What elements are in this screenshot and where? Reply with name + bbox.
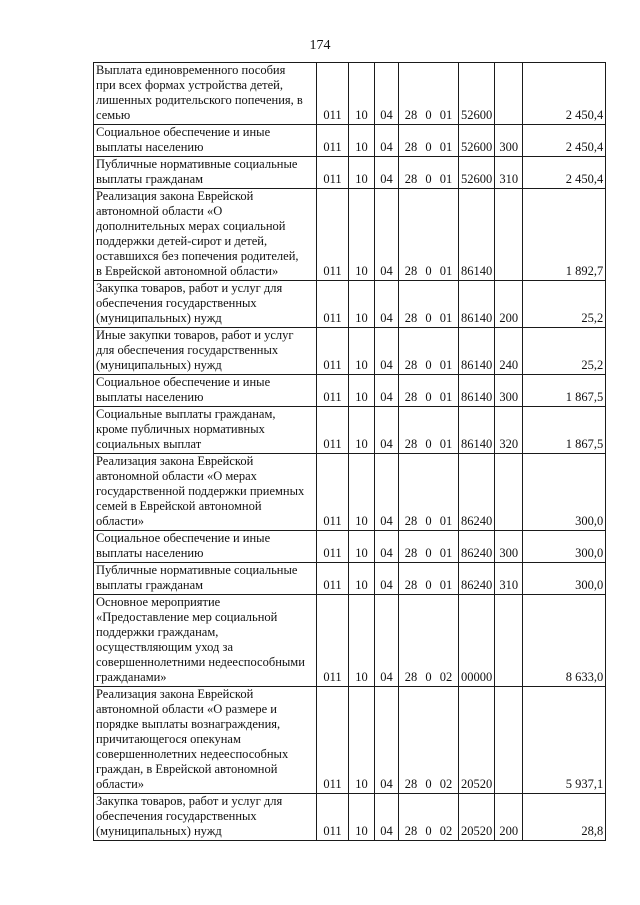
subsection-code: 04	[375, 189, 399, 281]
direction-code: 86240	[459, 531, 495, 563]
ministry-code: 011	[317, 375, 349, 407]
amount-value: 5 937,1	[523, 687, 606, 794]
ministry-code: 011	[317, 328, 349, 375]
row-description: Социальное обеспечение и иные выплаты населению	[94, 531, 317, 563]
amount-value: 28,8	[523, 794, 606, 841]
direction-code: 86140	[459, 281, 495, 328]
amount-value: 300,0	[523, 531, 606, 563]
subsection-code: 04	[375, 63, 399, 125]
target-article-code: 28 0 02	[399, 794, 459, 841]
row-description: Реализация закона Еврейской автономной области «О размере и порядке выплаты вознаграждения, причитающегося опекунам совершеннолетних недееспособных граждан, в Еврейской автономной области»	[94, 687, 317, 794]
expense-type-code: 240	[495, 328, 523, 375]
target-article-code: 28 0 01	[399, 63, 459, 125]
subsection-code: 04	[375, 595, 399, 687]
amount-value: 300,0	[523, 454, 606, 531]
row-description: Социальное обеспечение и иные выплаты населению	[94, 375, 317, 407]
subsection-code: 04	[375, 563, 399, 595]
ministry-code: 011	[317, 157, 349, 189]
amount-value: 25,2	[523, 328, 606, 375]
table-row	[94, 563, 606, 595]
section-code: 10	[349, 794, 375, 841]
target-article-code: 28 0 01	[399, 531, 459, 563]
target-article-code: 28 0 01	[399, 328, 459, 375]
table-row	[94, 375, 606, 407]
amount-value: 2 450,4	[523, 63, 606, 125]
table-row	[94, 189, 606, 281]
target-article-code: 28 0 01	[399, 157, 459, 189]
table-row	[94, 794, 606, 841]
row-description: Основное мероприятие «Предоставление мер социальной поддержки гражданам, осуществляющим уход за совершеннолетними недееспособными гражданами»	[94, 595, 317, 687]
section-code: 10	[349, 189, 375, 281]
amount-value: 1 867,5	[523, 375, 606, 407]
section-code: 10	[349, 454, 375, 531]
expense-type-code	[495, 687, 523, 794]
table-row	[94, 531, 606, 563]
expense-type-code: 310	[495, 157, 523, 189]
row-description: Социальное обеспечение и иные выплаты населению	[94, 125, 317, 157]
direction-code: 52600	[459, 63, 495, 125]
direction-code: 86240	[459, 563, 495, 595]
target-article-code: 28 0 01	[399, 375, 459, 407]
direction-code: 86140	[459, 375, 495, 407]
table-row	[94, 328, 606, 375]
row-description: Реализация закона Еврейской автономной области «О дополнительных мерах социальной поддержки детей-сирот и детей, оставшихся без попечения родителей, в Еврейской автономной области»	[94, 189, 317, 281]
subsection-code: 04	[375, 157, 399, 189]
expense-type-code: 300	[495, 531, 523, 563]
target-article-code: 28 0 01	[399, 125, 459, 157]
section-code: 10	[349, 375, 375, 407]
ministry-code: 011	[317, 125, 349, 157]
row-description: Иные закупки товаров, работ и услуг для обеспечения государственных (муниципальных) нужд	[94, 328, 317, 375]
ministry-code: 011	[317, 595, 349, 687]
section-code: 10	[349, 687, 375, 794]
section-code: 10	[349, 595, 375, 687]
direction-code: 00000	[459, 595, 495, 687]
target-article-code: 28 0 01	[399, 189, 459, 281]
subsection-code: 04	[375, 328, 399, 375]
direction-code: 20520	[459, 687, 495, 794]
target-article-code: 28 0 01	[399, 454, 459, 531]
row-description: Социальные выплаты гражданам, кроме публичных нормативных социальных выплат	[94, 407, 317, 454]
amount-value: 1 867,5	[523, 407, 606, 454]
direction-code: 86140	[459, 328, 495, 375]
table-row	[94, 595, 606, 687]
section-code: 10	[349, 125, 375, 157]
ministry-code: 011	[317, 794, 349, 841]
section-code: 10	[349, 281, 375, 328]
row-description: Закупка товаров, работ и услуг для обеспечения государственных (муниципальных) нужд	[94, 281, 317, 328]
expense-type-code: 300	[495, 375, 523, 407]
budget-table	[93, 62, 606, 841]
direction-code: 86240	[459, 454, 495, 531]
ministry-code: 011	[317, 63, 349, 125]
ministry-code: 011	[317, 687, 349, 794]
section-code: 10	[349, 531, 375, 563]
row-description: Выплата единовременного пособия при всех формах устройства детей, лишенных родительского попечения, в семью	[94, 63, 317, 125]
table-row	[94, 454, 606, 531]
row-description: Реализация закона Еврейской автономной области «О мерах государственной поддержки приемных семей в Еврейской автономной области»	[94, 454, 317, 531]
expense-type-code: 310	[495, 563, 523, 595]
section-code: 10	[349, 563, 375, 595]
direction-code: 52600	[459, 157, 495, 189]
amount-value: 1 892,7	[523, 189, 606, 281]
direction-code: 20520	[459, 794, 495, 841]
ministry-code: 011	[317, 531, 349, 563]
amount-value: 8 633,0	[523, 595, 606, 687]
subsection-code: 04	[375, 375, 399, 407]
subsection-code: 04	[375, 125, 399, 157]
ministry-code: 011	[317, 281, 349, 328]
table-row	[94, 407, 606, 454]
target-article-code: 28 0 02	[399, 595, 459, 687]
section-code: 10	[349, 328, 375, 375]
section-code: 10	[349, 407, 375, 454]
expense-type-code: 200	[495, 794, 523, 841]
expense-type-code: 300	[495, 125, 523, 157]
subsection-code: 04	[375, 687, 399, 794]
ministry-code: 011	[317, 407, 349, 454]
ministry-code: 011	[317, 189, 349, 281]
expense-type-code	[495, 63, 523, 125]
page-number: 174	[309, 38, 331, 53]
subsection-code: 04	[375, 531, 399, 563]
section-code: 10	[349, 63, 375, 125]
direction-code: 86140	[459, 407, 495, 454]
amount-value: 300,0	[523, 563, 606, 595]
direction-code: 86140	[459, 189, 495, 281]
expense-type-code	[495, 189, 523, 281]
row-description: Закупка товаров, работ и услуг для обеспечения государственных (муниципальных) нужд	[94, 794, 317, 841]
expense-type-code: 320	[495, 407, 523, 454]
table-row	[94, 281, 606, 328]
target-article-code: 28 0 01	[399, 281, 459, 328]
target-article-code: 28 0 01	[399, 563, 459, 595]
table-row	[94, 157, 606, 189]
target-article-code: 28 0 02	[399, 687, 459, 794]
ministry-code: 011	[317, 454, 349, 531]
direction-code: 52600	[459, 125, 495, 157]
amount-value: 25,2	[523, 281, 606, 328]
table-row	[94, 687, 606, 794]
subsection-code: 04	[375, 281, 399, 328]
ministry-code: 011	[317, 563, 349, 595]
expense-type-code	[495, 454, 523, 531]
target-article-code: 28 0 01	[399, 407, 459, 454]
subsection-code: 04	[375, 454, 399, 531]
expense-type-code	[495, 595, 523, 687]
section-code: 10	[349, 157, 375, 189]
amount-value: 2 450,4	[523, 157, 606, 189]
table-row	[94, 63, 606, 125]
row-description: Публичные нормативные социальные выплаты гражданам	[94, 563, 317, 595]
subsection-code: 04	[375, 407, 399, 454]
expense-type-code: 200	[495, 281, 523, 328]
table-row	[94, 125, 606, 157]
amount-value: 2 450,4	[523, 125, 606, 157]
row-description: Публичные нормативные социальные выплаты гражданам	[94, 157, 317, 189]
subsection-code: 04	[375, 794, 399, 841]
